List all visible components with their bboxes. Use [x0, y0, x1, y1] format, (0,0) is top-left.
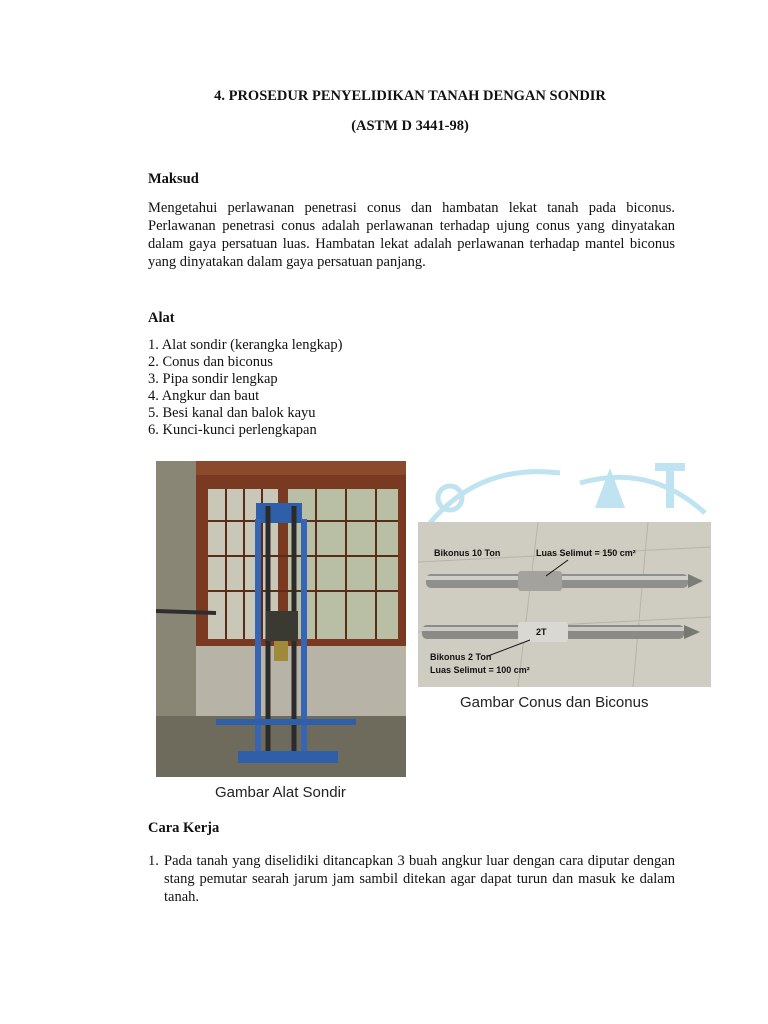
list-item: 2. Conus dan biconus: [148, 354, 273, 370]
cara-kerja-heading: Cara Kerja: [148, 820, 220, 836]
list-item-number: 1.: [148, 853, 159, 869]
sondir-caption: Gambar Alat Sondir: [215, 784, 346, 801]
list-item: 4. Angkur dan baut: [148, 388, 260, 404]
maksud-paragraph: Mengetahui perlawanan penetrasi conus dan hambatan lekat tanah pada biconus. Perlawanan penetrasi conus adalah perlawanan terhadap ujung conus yang dinyatakan dalam gaya persatuan luas. Hambatan lekat adalah perlawanan terhadap mantel biconus yang dinyatakan dalam gaya persatuan panjang.: [148, 200, 675, 270]
bikonus-10-label: Bikonus 10 Ton: [434, 548, 501, 558]
maksud-heading: Maksud: [148, 171, 199, 187]
university-watermark: [420, 453, 710, 533]
list-item: 6. Kunci-kunci perlengkapan: [148, 422, 317, 438]
cara-kerja-list: [148, 852, 675, 906]
band-label: 2T: [536, 627, 547, 637]
alat-heading: Alat: [148, 310, 175, 326]
alat-list: [148, 337, 342, 439]
luas-selimut-100-label: Luas Selimut = 100 cm²: [430, 665, 530, 675]
list-item: 5. Besi kanal dan balok kayu: [148, 405, 316, 421]
list-item: 3. Pipa sondir lengkap: [148, 371, 278, 387]
page-subtitle: (ASTM D 3441-98): [351, 118, 469, 134]
list-item: 1. Alat sondir (kerangka lengkap): [148, 337, 343, 353]
list-item-text: Pada tanah yang diselidiki ditancapkan 3 buah angkur luar dengan cara diputar dengan stang pemutar searah jarum jam sambil ditekan agar dapat turun dan masuk ke dalam tanah.: [164, 853, 675, 905]
conus-caption: Gambar Conus dan Biconus: [460, 694, 649, 711]
page-title: 4. PROSEDUR PENYELIDIKAN TANAH DENGAN SONDIR: [214, 88, 606, 104]
list-item: [148, 852, 675, 906]
luas-selimut-150-label: Luas Selimut = 150 cm²: [536, 548, 636, 558]
bikonus-2-label: Bikonus 2 Ton: [430, 652, 492, 662]
sondir-photo: [156, 461, 406, 777]
conus-biconus-photo: [418, 522, 711, 687]
